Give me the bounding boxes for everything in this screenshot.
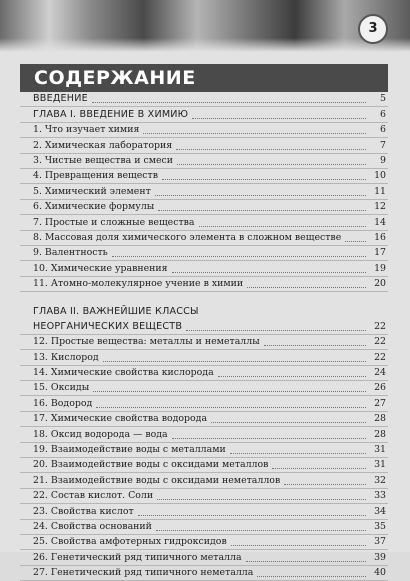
toc-entry-title: 23. Свойства кислот bbox=[33, 505, 134, 517]
toc-entry-title: 12. Простые вещества: металлы и неметаллы bbox=[33, 336, 260, 348]
toc-row bbox=[20, 535, 388, 550]
toc-entry-title: 15. Оксиды bbox=[33, 382, 90, 394]
toc-entry-page: 9 bbox=[380, 154, 386, 166]
toc-row bbox=[20, 231, 388, 246]
toc-entry-page: 6 bbox=[380, 124, 386, 136]
toc-row bbox=[20, 504, 388, 519]
toc-row bbox=[20, 366, 388, 381]
toc-entry-page: 22 bbox=[374, 336, 386, 348]
toc-row bbox=[20, 427, 388, 442]
toc-row bbox=[20, 412, 388, 427]
toc-entry-title: 27. Генетический ряд типичного неметалла bbox=[33, 567, 254, 579]
toc-entry-title: 9. Валентность bbox=[33, 247, 108, 259]
chapter-2-items bbox=[20, 335, 388, 581]
page-title: СОДЕРЖАНИЕ bbox=[20, 64, 388, 92]
table-of-contents bbox=[20, 92, 388, 581]
toc-entry-title: 3. Чистые вещества и смеси bbox=[33, 154, 174, 166]
toc-chapter-title: ГЛАВА II. ВАЖНЕЙШИЕ КЛАССЫ bbox=[33, 306, 199, 318]
toc-entry-page: 22 bbox=[374, 351, 386, 363]
toc-entry-page: 19 bbox=[374, 262, 386, 274]
toc-entry-page: 11 bbox=[374, 185, 386, 197]
toc-entry-title: 17. Химические свойства водорода bbox=[33, 413, 208, 425]
toc-entry-page: 33 bbox=[374, 490, 386, 502]
toc-entry-title: 8. Массовая доля химического элемента в сложном веществе bbox=[33, 231, 342, 243]
toc-row bbox=[20, 169, 388, 184]
toc-row bbox=[20, 335, 388, 350]
toc-entry-page: 14 bbox=[374, 216, 386, 228]
toc-row bbox=[20, 458, 388, 473]
toc-entry-page: 22 bbox=[374, 320, 386, 332]
toc-entry-title: 1. Что изучает химия bbox=[33, 124, 140, 136]
toc-row bbox=[20, 443, 388, 458]
toc-entry-title: 18. Оксид водорода — вода bbox=[33, 428, 168, 440]
toc-entry-title: 25. Свойства амфотерных гидроксидов bbox=[33, 536, 227, 548]
toc-row-intro bbox=[20, 92, 388, 107]
toc-row bbox=[20, 215, 388, 230]
toc-entry-page: 5 bbox=[380, 93, 386, 105]
toc-entry-page: 16 bbox=[374, 231, 386, 243]
toc-entry-title: 16. Водород bbox=[33, 397, 93, 409]
toc-entry-title: 26. Генетический ряд типичного металла bbox=[33, 551, 242, 563]
toc-entry-page: 28 bbox=[374, 413, 386, 425]
toc-row bbox=[20, 246, 388, 261]
toc-entry-page: 12 bbox=[374, 201, 386, 213]
toc-row bbox=[20, 184, 388, 199]
toc-entry-title: 2. Химическая лаборатория bbox=[33, 139, 173, 151]
toc-row bbox=[20, 566, 388, 581]
toc-entry-page: 27 bbox=[374, 397, 386, 409]
toc-row bbox=[20, 350, 388, 365]
toc-entry-page: 28 bbox=[374, 428, 386, 440]
toc-entry-page: 34 bbox=[374, 505, 386, 517]
toc-row-chapter-2-line-2 bbox=[20, 319, 388, 334]
toc-entry-title: 5. Химический элемент bbox=[33, 185, 151, 197]
toc-entry-title: 14. Химические свойства кислорода bbox=[33, 367, 214, 379]
toc-chapter-title: НЕОРГАНИЧЕСКИХ ВЕЩЕСТВ bbox=[33, 320, 183, 332]
toc-entry-page: 6 bbox=[380, 108, 386, 120]
toc-entry-page: 32 bbox=[374, 474, 386, 486]
toc-row bbox=[20, 520, 388, 535]
toc-row bbox=[20, 138, 388, 153]
toc-row bbox=[20, 550, 388, 565]
header-banner-image bbox=[0, 0, 410, 52]
toc-entry-title: 6. Химические формулы bbox=[33, 201, 155, 213]
toc-row bbox=[20, 261, 388, 276]
toc-entry-page: 39 bbox=[374, 551, 386, 563]
toc-entry-page: 17 bbox=[374, 247, 386, 259]
toc-row bbox=[20, 489, 388, 504]
toc-entry-page: 24 bbox=[374, 367, 386, 379]
toc-entry-title: 4. Превращения веществ bbox=[33, 170, 158, 182]
toc-entry-page: 31 bbox=[374, 459, 386, 471]
toc-entry-page: 20 bbox=[374, 278, 386, 290]
toc-chapter-title: ГЛАВА I. ВВЕДЕНИЕ В ХИМИЮ bbox=[33, 108, 189, 120]
toc-entry-title: ВВЕДЕНИЕ bbox=[33, 93, 88, 105]
toc-row bbox=[20, 381, 388, 396]
toc-row bbox=[20, 473, 388, 488]
toc-entry-page: 10 bbox=[374, 170, 386, 182]
chapter-1-items bbox=[20, 123, 388, 292]
toc-entry-title: 13. Кислород bbox=[33, 351, 99, 363]
toc-entry-title: 11. Атомно-молекулярное учение в химии bbox=[33, 278, 244, 290]
toc-row bbox=[20, 154, 388, 169]
toc-entry-title: 19. Взаимодействие воды с металлами bbox=[33, 443, 226, 455]
toc-entry-page: 26 bbox=[374, 382, 386, 394]
toc-entry-page: 40 bbox=[374, 567, 386, 579]
toc-row-chapter-1 bbox=[20, 107, 388, 122]
toc-row bbox=[20, 277, 388, 292]
toc-entry-page: 35 bbox=[374, 520, 386, 532]
toc-row-chapter-2-line-1 bbox=[20, 304, 388, 319]
toc-entry-page: 37 bbox=[374, 536, 386, 548]
toc-entry-title: 24. Свойства оснований bbox=[33, 520, 152, 532]
toc-entry-title: 20. Взаимодействие воды с оксидами металлов bbox=[33, 459, 269, 471]
toc-row bbox=[20, 200, 388, 215]
toc-entry-page: 31 bbox=[374, 443, 386, 455]
page-number: 3 bbox=[358, 14, 388, 44]
toc-entry-title: 22. Состав кислот. Соли bbox=[33, 490, 154, 502]
toc-entry-title: 21. Взаимодействие воды с оксидами неметаллов bbox=[33, 474, 281, 486]
toc-entry-title: 10. Химические уравнения bbox=[33, 262, 168, 274]
toc-row bbox=[20, 396, 388, 411]
toc-entry-page: 7 bbox=[380, 139, 386, 151]
toc-row bbox=[20, 123, 388, 138]
toc-entry-title: 7. Простые и сложные вещества bbox=[33, 216, 195, 228]
